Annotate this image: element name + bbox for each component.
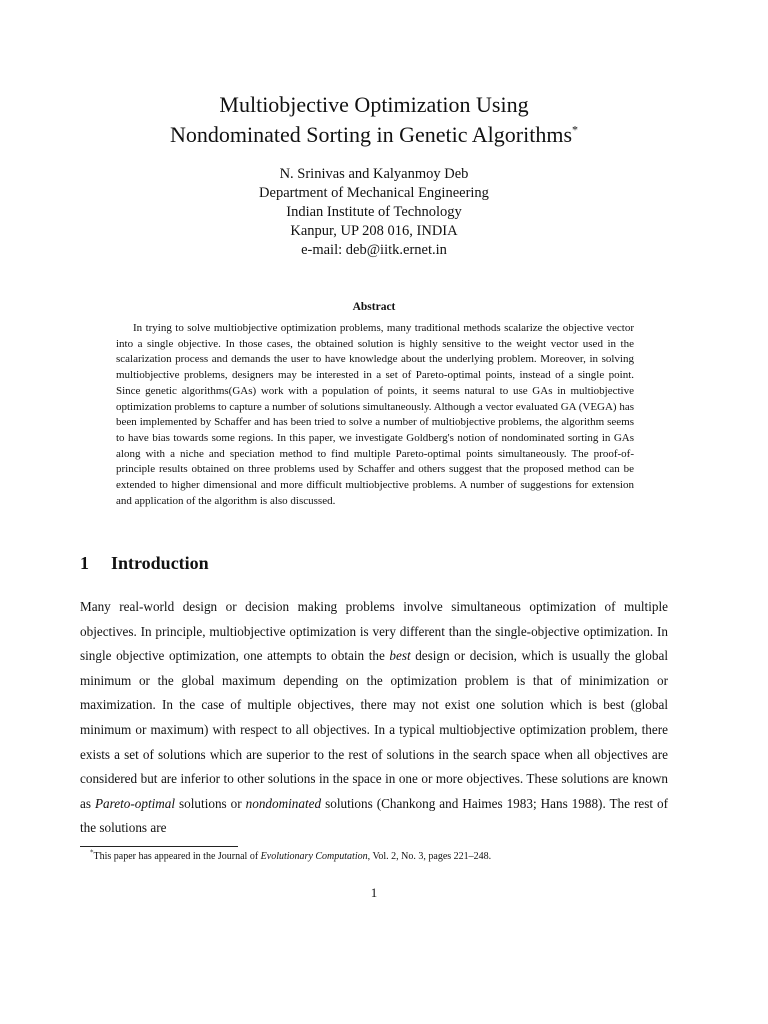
intro-emphasis-best: best: [389, 648, 411, 664]
intro-text-3: solutions or: [175, 795, 246, 811]
section-heading-introduction: [80, 553, 209, 574]
intro-text-2: design or decision, which is usually the global minimum or the global maximum depending on the optimization problem is that of minimization or maximization. In the case of multiple objectives, there may not exist one solution which is best (global minimum or maximum) with respect to all objectives. In a typical multiobjective optimization problem, there exists a set of solutions which are superior to the rest of solutions in the search space when all objectives are considered but are inferior to other solutions in the space in one or more objectives. These solutions are known as: [80, 648, 669, 811]
intro-emphasis-pareto-optimal: Pareto-optimal: [94, 795, 176, 811]
abstract-text: In trying to solve multiobjective optimization problems, many traditional methods scalarize the objective vector into a single objective. In those cases, the obtained solution is highly sensitive to the weight vector used in the scalarization process and demands the user to have knowledge about the underlying problem. Moreover, in solving multiobjective problems, designers may be interested in a set of Pareto-optimal points, instead of a single point. Since genetic algorithms(GAs) work with a population of points, it seems natural to use GAs in multiobjective optimization problems to capture a number of solutions simultaneously. Although a vector evaluated GA (VEGA) has been implemented by Schaffer and has been tried to solve a number of multiobjective problems, the algorithm seems to have bias towards some regions. In this paper, we investigate Goldberg's notion of nondominated sorting in GAs along with a niche and speciation method to find multiple Pareto-optimal points simultaneously. The proof-of-principle results obtained on three problems used by Schaffer and others suggest that the proposed method can be extended to higher dimensional and more difficult multiobjective problems. A number of suggestions for extension and application of the algorithm is also discussed.: [116, 322, 635, 507]
footnote-text-2: , Vol. 2, No. 3, pages 221–248.: [367, 851, 492, 862]
abstract-heading: Abstract: [352, 301, 396, 313]
author-email[interactable]: e-mail: deb@iitk.ernet.in: [301, 242, 447, 258]
author-institute: Indian Institute of Technology: [286, 204, 462, 220]
footnote-rule: [80, 846, 238, 847]
intro-emphasis-nondominated: nondominated: [245, 795, 322, 811]
paper-title: [0, 90, 748, 150]
section-number: 1: [80, 553, 89, 573]
intro-text-1: Many real-world design or decision making problems involve simultaneous optimization of multiple objectives. In principle, multiobjective optimization is very different than the single-objective optimization. In single objective optimization, one attempts to obtain the: [80, 599, 668, 664]
title-line-2-text: Nondominated Sorting in Genetic Algorithms: [169, 122, 573, 147]
page-number: 1: [370, 885, 378, 900]
section-title: Introduction: [111, 553, 209, 573]
intro-text-4: solutions (Chankong and Haimes 1983; Hans 1988). The rest of the solutions are: [80, 795, 668, 836]
footnote: [90, 850, 690, 863]
author-address: Kanpur, UP 208 016, INDIA: [290, 223, 458, 239]
title-line-2: [0, 120, 748, 150]
footnote-mark: *: [90, 848, 94, 857]
introduction-paragraph: [80, 595, 668, 841]
footnote-journal: Evolutionary Computation: [260, 851, 368, 862]
author-names: N. Srinivas and Kalyanmoy Deb: [279, 166, 469, 182]
title-footnote-mark[interactable]: *: [572, 122, 579, 137]
author-department: Department of Mechanical Engineering: [259, 185, 489, 201]
footnote-text-1: This paper has appeared in the Journal of: [93, 851, 261, 862]
title-line-1: Multiobjective Optimization Using: [219, 92, 529, 117]
author-block: [0, 165, 748, 260]
